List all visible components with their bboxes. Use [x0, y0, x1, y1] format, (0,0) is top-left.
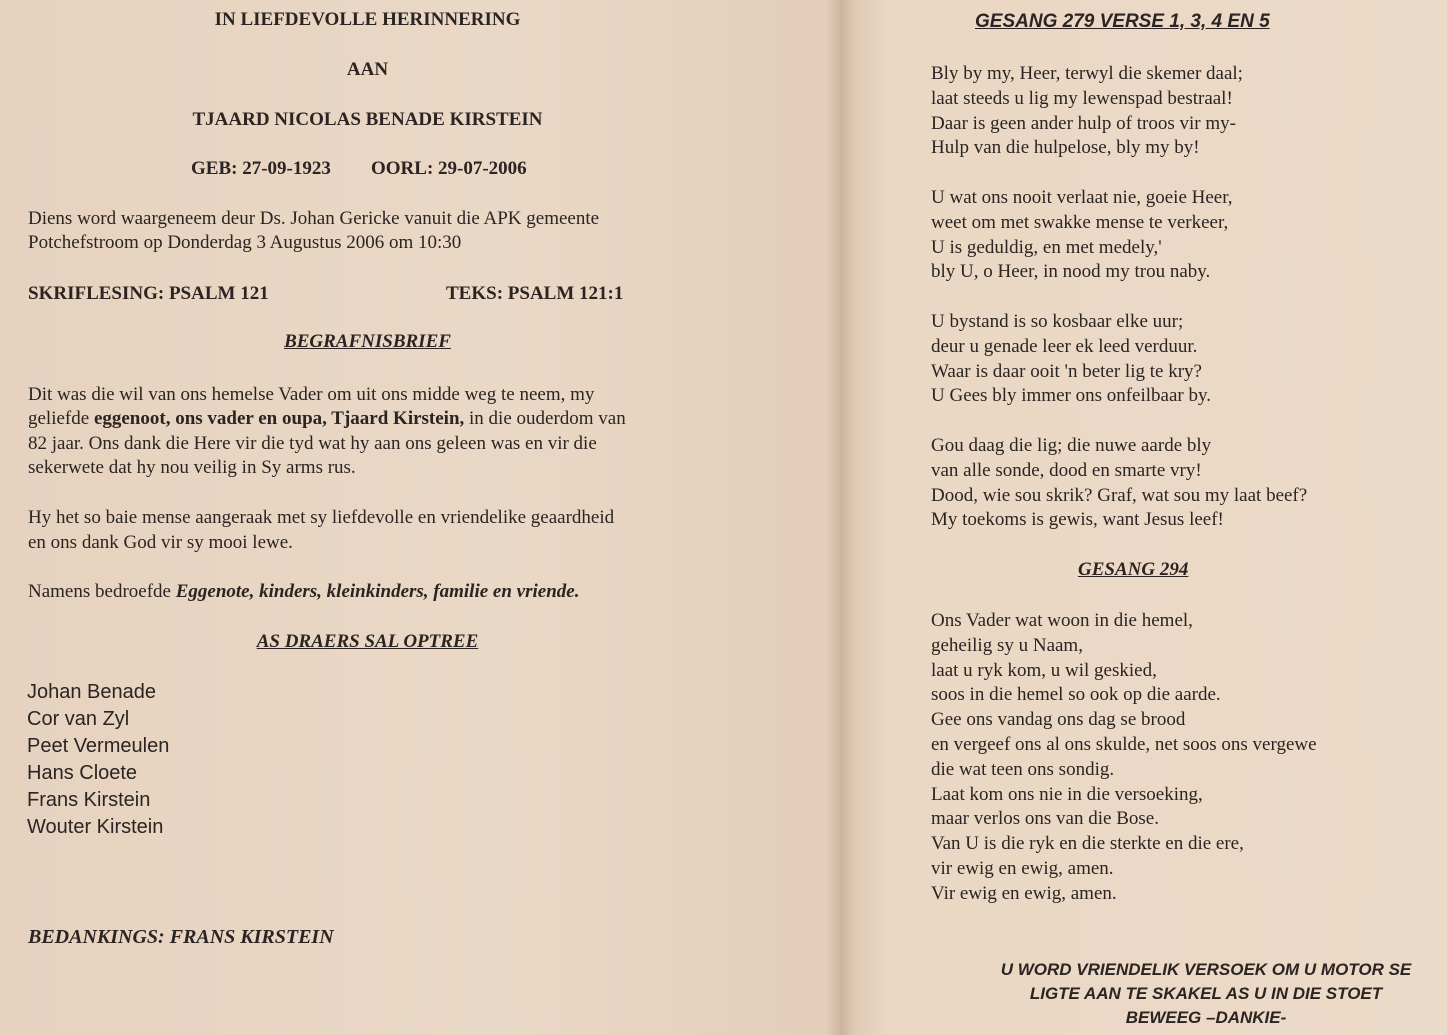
page-fold: [826, 0, 854, 1035]
hymn-line: U bystand is so kosbaar elke uur;: [931, 310, 1184, 332]
bearer-name: Cor van Zyl: [27, 708, 130, 730]
hymn-line: U is geduldig, en met medely,': [931, 236, 1162, 258]
service-line-2: Potchefstroom op Donderdag 3 Augustus 2006 om 10:30: [28, 232, 462, 253]
bearers-list: [27, 680, 169, 842]
hymn-line: Ons Vader wat woon in die hemel,: [931, 610, 1193, 631]
hymn-line: U Gees bly immer ons onfeilbaar by.: [931, 385, 1211, 407]
heading-aan: AAN: [346, 59, 389, 80]
letter-p2-line2: en ons dank God vir sy mooi lewe.: [28, 532, 293, 553]
deceased-name: TJAARD NICOLAS BENADE KIRSTEIN: [192, 109, 543, 130]
hymn-line: laat steeds u lig my lewenspad bestraal!: [931, 87, 1233, 109]
hymn-line: Gee ons vandag ons dag se brood: [931, 709, 1186, 731]
hymn-line: maar verlos ons van die Bose.: [931, 808, 1159, 830]
letter-p1-line2-bold: eggenoot, ons vader en oupa, Tjaard Kirstein,: [93, 408, 465, 429]
hymn-line: Van U is die ryk en die sterkte en die ere,: [931, 833, 1244, 855]
hymn-line: laat u ryk kom, u wil geskied,: [931, 659, 1157, 681]
hymn-line: geheilig sy u Naam,: [931, 634, 1083, 656]
bearer-name: Frans Kirstein: [27, 789, 151, 811]
hymn-line: Vir ewig en ewig, amen.: [931, 882, 1117, 904]
letter-p1-line2: [28, 407, 626, 431]
hymn-line: soos in die hemel so ook op die aarde.: [931, 684, 1221, 706]
bearer-name: Peet Vermeulen: [27, 735, 170, 757]
birth-date: GEB: 27-09-1923: [191, 158, 331, 179]
hymn-line: Waar is daar ooit 'n beter lig te kry?: [931, 360, 1202, 382]
bearer-name: Hans Cloete: [27, 762, 138, 784]
hymn1-text: [931, 62, 1307, 533]
hymn-line: deur u genade leer ek leed verduur.: [931, 335, 1198, 357]
bearers-title: AS DRAERS SAL OPTREE: [256, 631, 479, 652]
memorial-heading: IN LIEFDEVOLLE HERINNERING: [214, 9, 521, 30]
hymn-line: U wat ons nooit verlaat nie, goeie Heer,: [931, 186, 1233, 208]
hymn-line: Dood, wie sou skrik? Graf, wat sou my laat beef?: [931, 484, 1308, 506]
motor-lights-notice: [958, 958, 1447, 1030]
letter-p2-line1: Hy het so baie mense aangeraak met sy liefdevolle en vriendelike geaardheid: [28, 507, 615, 528]
hymn2-text: [931, 609, 1317, 907]
bearer-name: Johan Benade: [27, 681, 157, 703]
hymn-line: weet om met swakke mense te verkeer,: [931, 211, 1229, 233]
sermon-text: TEKS: PSALM 121:1: [446, 283, 624, 304]
letter-p1-line2-c: in die ouderdom van: [464, 408, 626, 429]
hymn1-title: GESANG 279 VERSE 1, 3, 4 EN 5: [975, 11, 1270, 32]
hymn-line: Hulp van die hulpelose, bly my by!: [931, 137, 1200, 159]
service-line-1: Diens word waargeneem deur Ds. Johan Gericke vanuit die APK gemeente: [28, 208, 600, 229]
hymn-line: vir ewig en ewig, amen.: [931, 857, 1114, 879]
death-date: OORL: 29-07-2006: [371, 158, 527, 179]
letter-p1-line2-a: geliefde: [28, 408, 94, 429]
hymn-line: Daar is geen ander hulp of troos vir my-: [931, 112, 1236, 134]
letter-p1-line3: 82 jaar. Ons dank die Here vir die tyd wat hy aan ons geleen was en vir die: [28, 433, 597, 454]
hymn2-title: GESANG 294: [1078, 559, 1189, 580]
letter-title: BEGRAFNISBRIEF: [284, 331, 451, 352]
scripture-reading: SKRIFLESING: PSALM 121: [28, 283, 269, 304]
notice-line-3: BEWEEG –DANKIE-: [1125, 1008, 1287, 1027]
hymn-line: My toekoms is gewis, want Jesus leef!: [931, 509, 1224, 531]
thanks-line: BEDANKINGS: FRANS KIRSTEIN: [28, 926, 334, 948]
hymn-line: Laat kom ons nie in die versoeking,: [931, 783, 1203, 805]
letter-p1-line4: sekerwete dat hy nou veilig in Sy arms rus.: [28, 457, 356, 478]
hymn-line: Gou daag die lig; die nuwe aarde bly: [931, 434, 1212, 456]
hymn-line: Bly by my, Heer, terwyl die skemer daal;: [931, 63, 1243, 84]
hymn-line: en vergeef ons al ons skulde, net soos ons vergewe: [931, 733, 1317, 755]
bearer-name: Wouter Kirstein: [27, 816, 164, 838]
letter-signoff: [28, 580, 579, 604]
signoff-prefix: Namens bedroefde: [28, 581, 176, 602]
hymn-line: die wat teen ons sondig.: [931, 758, 1115, 780]
letter-p1-line1: Dit was die wil van ons hemelse Vader om uit ons midde weg te neem, my: [28, 384, 595, 405]
hymn-line: van alle sonde, dood en smarte vry!: [931, 459, 1202, 481]
notice-line-1: U WORD VRIENDELIK VERSOEK OM U MOTOR SE: [1000, 960, 1412, 979]
hymn-line: bly U, o Heer, in nood my trou naby.: [931, 261, 1211, 283]
notice-line-2: LIGTE AAN TE SKAKEL AS U IN DIE STOET: [1029, 984, 1383, 1003]
signoff-family: Eggenote, kinders, kleinkinders, familie en vriende.: [175, 581, 580, 602]
